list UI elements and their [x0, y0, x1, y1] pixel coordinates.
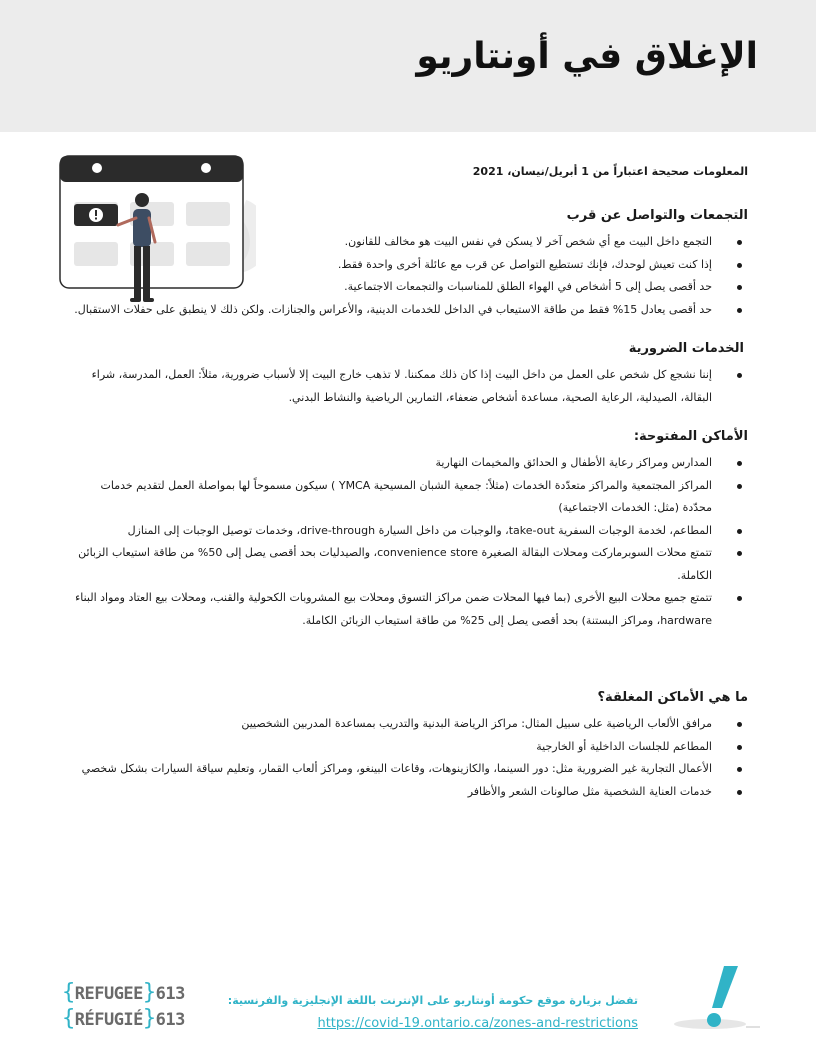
list-item: إذا كنت تعيش لوحدك، فإنك تستطيع التواصل عن قرب مع عائلة أخرى واحدة فقط. — [68, 254, 712, 277]
validity-note: المعلومات صحيحة اعتباراً من 1 أبريل/نيسان، 2021 — [472, 165, 748, 178]
list-item: تتمتع جميع محلات البيع الأخرى (بما فيها المحلات ضمن مراكز التسوق ومحلات بيع المشروبات الكحولية والقنب، ومحلات بيع العتاد ومواد البناء hardware، ومراكز البستنة) بحد أقصى يصل إلى 25% من طاقة استيعاب الزبائن الكاملة. — [68, 587, 712, 632]
section-essential-services — [68, 339, 748, 409]
list-item: الأعمال التجارية غير الضرورية مثل: دور السينما، والكازينوهات، وقاعات البينغو، ومراكز ألعاب القمار، وتعليم سياقة السيارات بشكل شخصي — [68, 758, 712, 781]
ontario-website-link[interactable]: https://covid-19.ontario.ca/zones-and-restrictions — [317, 1016, 638, 1031]
section-heading: الأماكن المفتوحة: — [633, 429, 748, 444]
bullet-list — [68, 364, 748, 409]
list-item: خدمات العناية الشخصية مثل صالونات الشعر والأظافر — [68, 781, 712, 804]
list-item: حد أقصى يعادل 15% فقط من طاقة الاستيعاب في الداخل للخدمات الدينية، والأعراس والجنازات. ولكن ذلك لا ينطبق على حفلات الاستقبال. — [68, 299, 712, 322]
list-item: المراكز المجتمعية والمراكز متعدّدة الخدمات (مثلاً: جمعية الشبان المسيحية YMCA ) سيكون مسموحاً لها بمواصلة العمل لتقديم خدمات محدّدة (مثل: الخدمات الاجتماعية) — [68, 475, 712, 520]
list-item: إننا نشجع كل شخص على العمل من داخل البيت إذا كان ذلك ممكننا. لا تذهب خارج البيت إلا لأسباب ضرورية، مثلاً: العمل، المدرسة، شراء البقالة، الصيدلية، الرعاية الصحية، مساعدة أشخاص ضعفاء، التمارين الرياضية والنشاط البدني. — [68, 364, 712, 409]
section-heading: ما هي الأماكن المغلقة؟ — [597, 690, 748, 705]
page-title: الإغلاق في أونتاريو — [416, 36, 758, 77]
bullet-list — [68, 452, 748, 632]
bullet-list — [68, 713, 748, 803]
list-item: مرافق الألعاب الرياضية على سبيل المثال: مراكز الرياضة البدنية والتدريب بمساعدة المدربين الشخصيين — [68, 713, 712, 736]
list-item: المطاعم للجلسات الداخلية أو الخارجية — [68, 736, 712, 759]
bullet-list — [68, 231, 748, 321]
list-item: التجمع داخل البيت مع أي شخص آخر لا يسكن في نفس البيت هو مخالف للقانون. — [68, 231, 712, 254]
main-content — [68, 162, 748, 821]
section-closed-places — [68, 688, 748, 803]
footer-note: تفضل بزيارة موقع حكومة أونتاريو على الإنترنت باللغة الإنجليزية والفرنسية: — [227, 994, 638, 1007]
section-heading: الخدمات الضرورية — [628, 341, 744, 356]
footer-info — [218, 990, 638, 1036]
list-item: تتمتع محلات السوبرماركت ومحلات البقالة الصغيرة convenience store، والصيدليات بحد أقصى يصل إلى 50% من طاقة استيعاب الزبائن الكاملة. — [68, 542, 712, 587]
logo-line-french: {RÉFUGIÉ}613 — [62, 1006, 185, 1031]
list-item: حد أقصى يصل إلى 5 أشخاص في الهواء الطلق للمناسبات والتجمعات الاجتماعية. — [68, 276, 712, 299]
section-gatherings — [68, 206, 748, 321]
logo-line-english: {REFUGEE}613 — [62, 980, 185, 1005]
list-item: المطاعم، لخدمة الوجبات السفرية take-out، والوجبات من داخل السيارة drive-through، وخدمات توصيل الوجبات إلى المنازل — [68, 520, 712, 543]
header-banner — [0, 0, 816, 132]
refugee-613-logo — [62, 980, 185, 1036]
exclamation-icon — [672, 962, 762, 1034]
section-heading: التجمعات والتواصل عن قرب — [566, 208, 748, 223]
section-open-places — [68, 427, 748, 632]
list-item: المدارس ومراكز رعاية الأطفال و الحدائق والمخيمات النهارية — [68, 452, 712, 475]
